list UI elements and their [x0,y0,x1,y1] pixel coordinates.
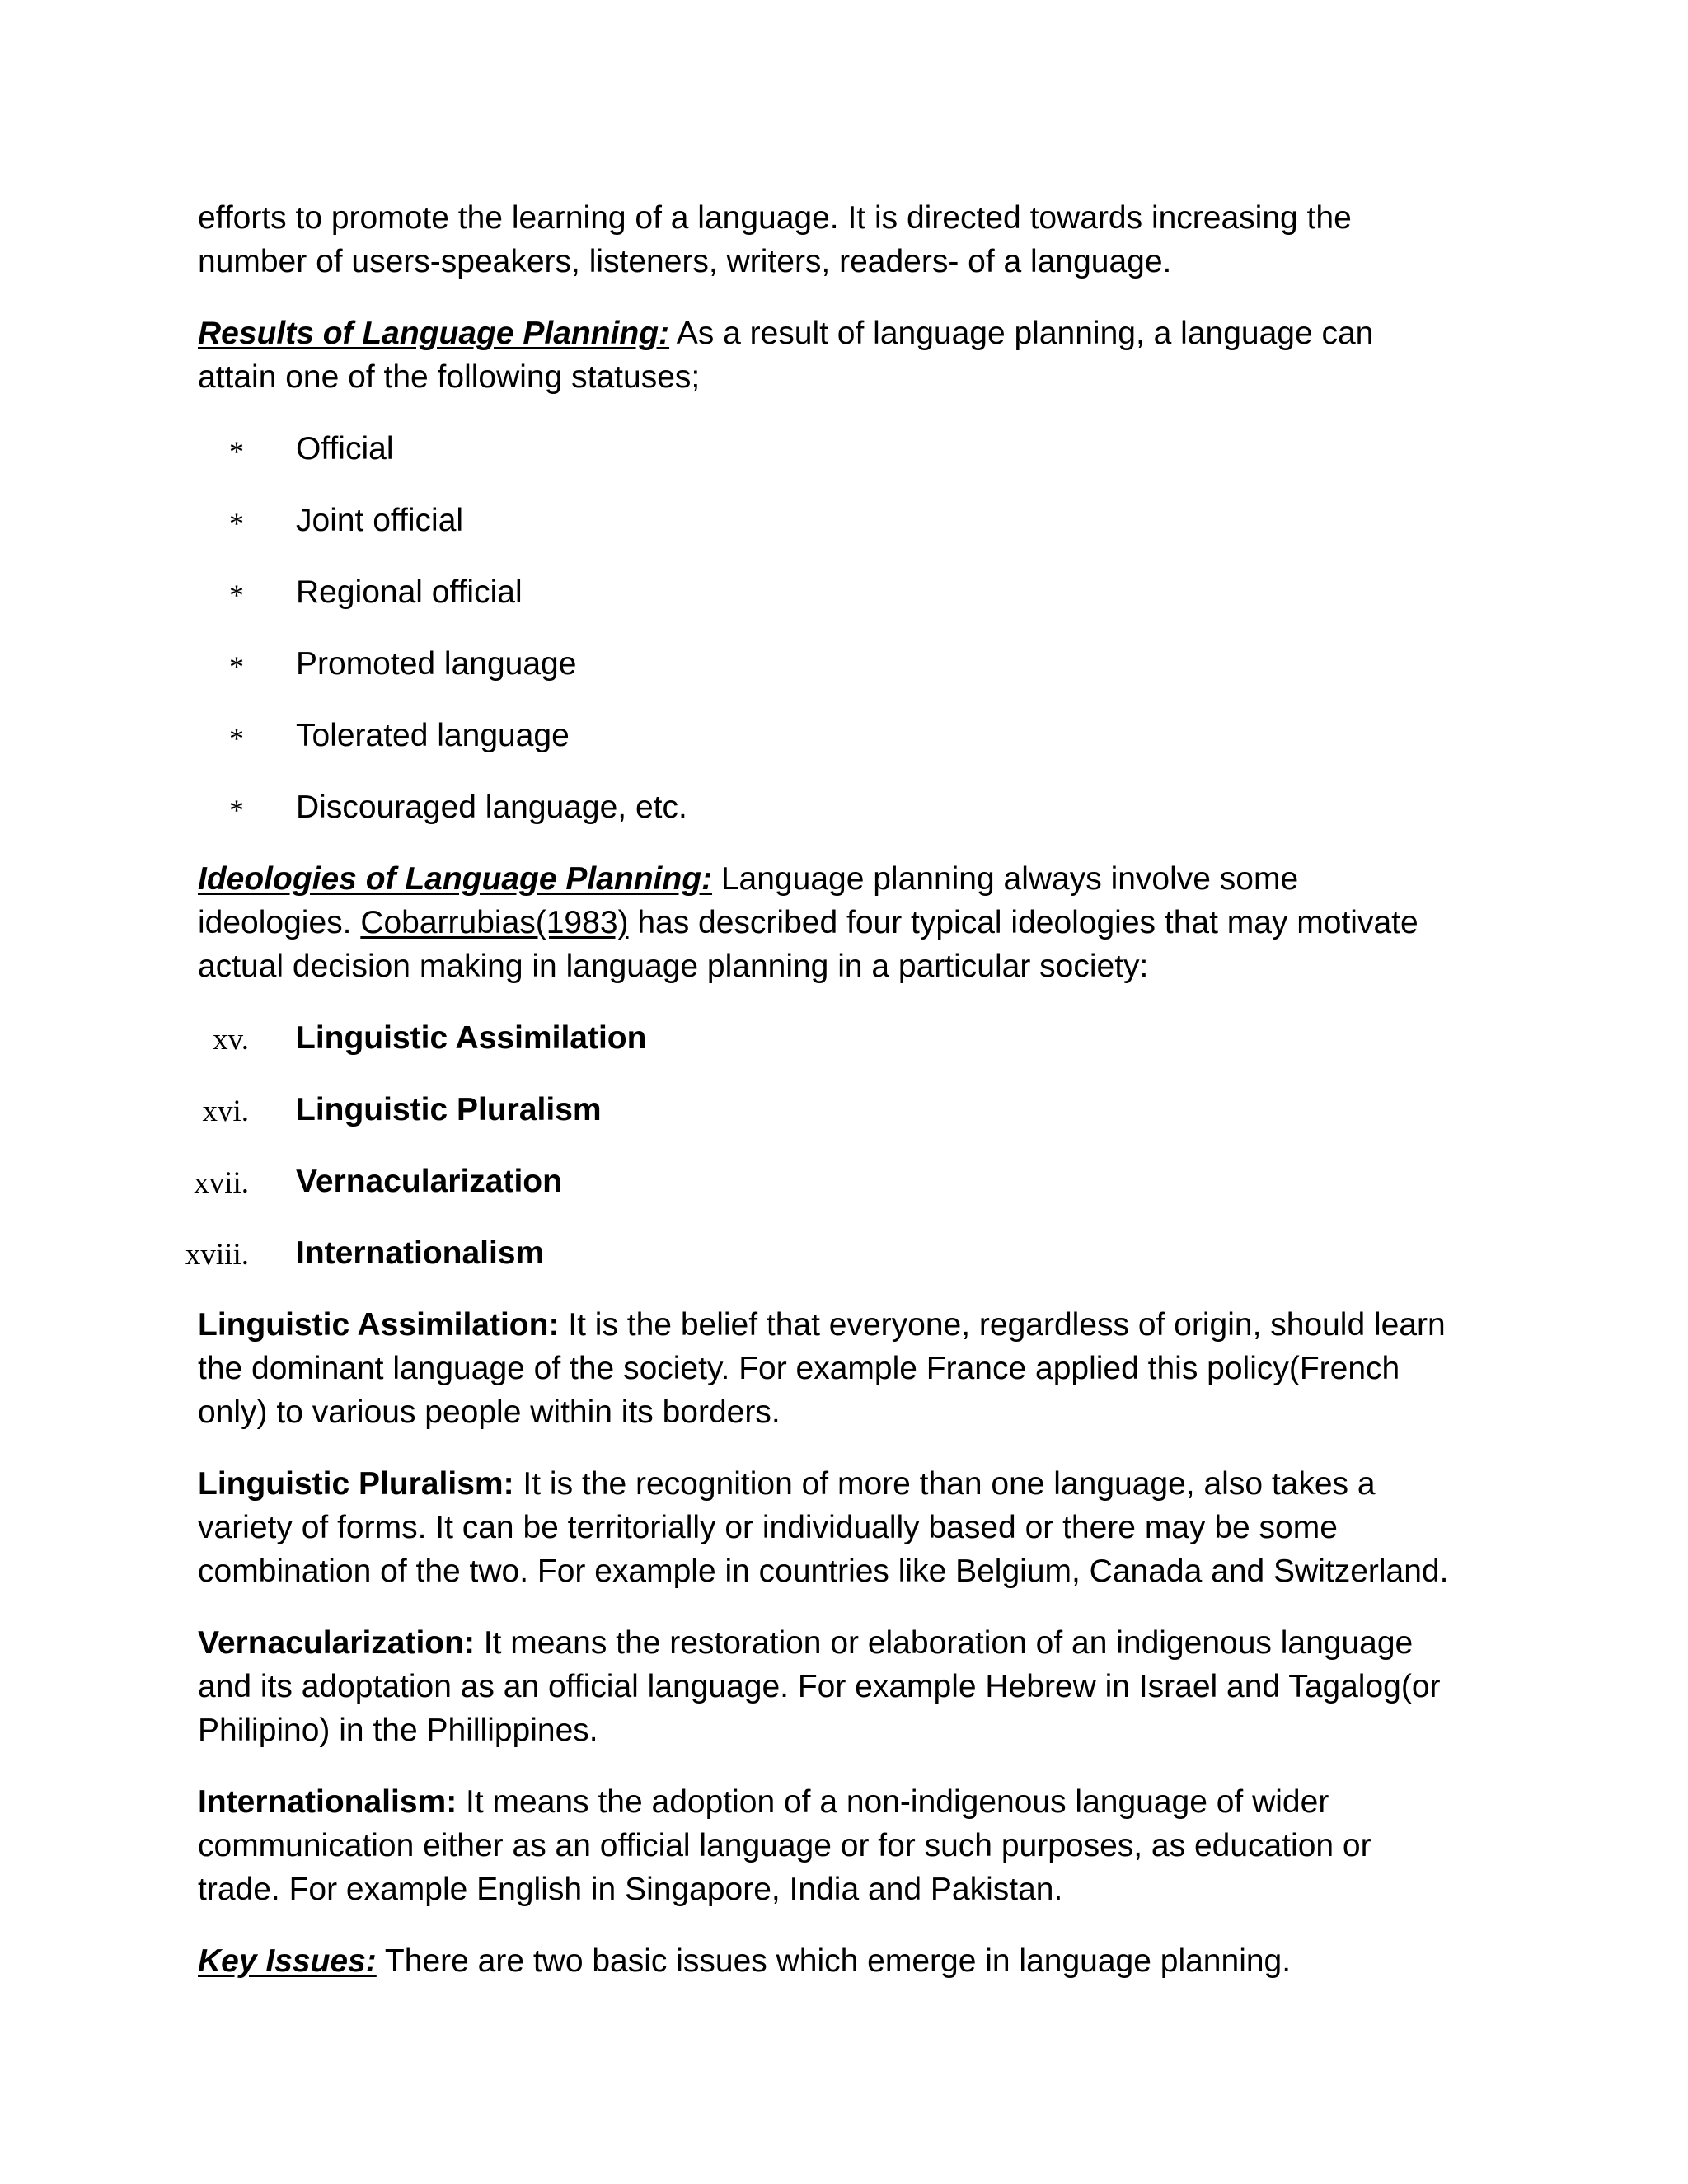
key-issues-text: There are two basic issues which emerge in language planning. [376,1943,1292,1979]
ideology-label: Vernacularization [296,1164,562,1199]
definition-term: Vernacularization: [198,1625,475,1661]
definition-term: Internationalism: [198,1784,457,1820]
status-label: Discouraged language, etc. [296,790,687,825]
bullet-marker: * [229,435,244,468]
roman-numeral: xv. [213,1023,249,1057]
status-label: Joint official [296,503,464,538]
definition-line: variety of forms. It can be territorially or individually based or there may be some [198,1510,1338,1545]
definition-term: Linguistic Assimilation: [198,1307,560,1343]
definition-paragraph [198,1462,1533,1593]
list-item [198,499,1533,542]
results-text-1: As a result of language planning, a language can [669,316,1374,351]
ideology-label: Internationalism [296,1235,545,1271]
definition-line: combination of the two. For example in countries like Belgium, Canada and Switzerland. [198,1554,1449,1589]
status-label: Regional official [296,574,523,610]
roman-numeral: xvi. [202,1094,249,1128]
definition-paragraph [198,1780,1533,1911]
ideology-label: Linguistic Pluralism [296,1092,602,1127]
results-text-2: attain one of the following statuses; [198,359,701,395]
list-item [198,785,1533,829]
results-heading: Results of Language Planning: [198,316,670,351]
definition-line: trade. For example English in Singapore, India and Pakistan. [198,1872,1063,1907]
intro-line-2: number of users-speakers, listeners, writers, readers- of a language. [198,244,1172,279]
intro-paragraph [198,196,1533,284]
ideologies-heading: Ideologies of Language Planning: [198,861,713,897]
results-paragraph [198,312,1533,399]
definition-paragraph [198,1303,1533,1434]
list-item [185,1231,1533,1275]
ideologies-text-1: Language planning always involve some [712,861,1299,897]
definition-line: the dominant language of the society. For example France applied this policy(French [198,1351,1400,1386]
ideology-label: Linguistic Assimilation [296,1020,647,1056]
definition-line: It is the belief that everyone, regardless of origin, should learn [559,1307,1446,1343]
definition-line: It means the restoration or elaboration of an indigenous language [474,1625,1414,1661]
definition-line: Philipino) in the Phillippines. [198,1713,598,1748]
ideologies-text-3: actual decision making in language planning in a particular society: [198,949,1149,984]
list-item [198,570,1533,614]
list-item [198,1088,1533,1132]
list-item [198,714,1533,757]
list-item [198,1016,1533,1060]
key-issues-paragraph [198,1939,1533,1983]
list-item [198,642,1533,686]
definition-line: only) to various people within its borders. [198,1394,781,1430]
bullet-marker: * [229,650,244,683]
ideologies-paragraph [198,857,1533,988]
roman-numeral: xviii. [185,1238,249,1272]
definition-line: communication either as an official language or for such purposes, as education or [198,1828,1372,1863]
bullet-marker: * [229,507,244,540]
list-item [194,1160,1533,1203]
key-issues-heading: Key Issues: [198,1943,377,1979]
status-label: Promoted language [296,646,577,682]
definition-line: and its adoptation as an official language. For example Hebrew in Israel and Tagalog(or [198,1669,1441,1704]
reference-link[interactable]: Cobarrubias(1983) [360,905,629,940]
document-page [185,196,1533,2011]
ideologies-text-2-post: has described four typical ideologies that may motivate [628,905,1418,940]
ideologies-text-2-pre: ideologies. [198,905,361,940]
bullet-marker: * [229,722,244,755]
intro-line-1: efforts to promote the learning of a language. It is directed towards increasing the [198,200,1352,236]
ideologies-list [185,1016,1533,1275]
roman-numeral: xvii. [194,1166,249,1200]
list-item [198,427,1533,471]
status-label: Official [296,431,394,466]
definition-line: It means the adoption of a non-indigenous language of wider [457,1784,1329,1820]
status-label: Tolerated language [296,718,570,753]
bullet-marker: * [229,579,244,612]
definition-term: Linguistic Pluralism: [198,1466,514,1502]
definition-line: It is the recognition of more than one language, also takes a [513,1466,1376,1502]
bullet-marker: * [229,794,244,827]
status-list [198,427,1533,829]
definition-paragraph [198,1621,1533,1752]
